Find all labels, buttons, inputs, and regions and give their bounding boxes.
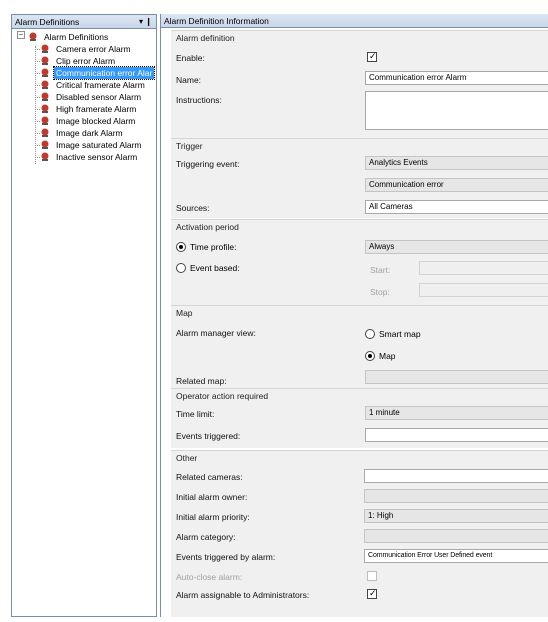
- info-title: Alarm Definition Information: [164, 16, 269, 26]
- section-title-activation: Activation period: [176, 222, 239, 232]
- initial-priority-dropdown[interactable]: 1: High: [364, 509, 548, 523]
- pane-title: Alarm Definitions: [15, 17, 80, 27]
- tree-item-label: Image dark Alarm: [56, 128, 123, 138]
- enable-checkbox[interactable]: [367, 52, 377, 62]
- sources-field[interactable]: All Cameras: [365, 200, 548, 214]
- smart-map-radio[interactable]: [365, 329, 375, 339]
- tree-item-label: Critical framerate Alarm: [56, 80, 145, 90]
- section-title-trigger: Trigger: [176, 141, 203, 151]
- triggering-event-dropdown[interactable]: Analytics Events: [365, 156, 548, 170]
- triggering-event-label: Triggering event:: [176, 159, 240, 169]
- tree-item-label: Clip error Alarm: [56, 56, 116, 66]
- smart-map-label: Smart map: [379, 329, 421, 339]
- instructions-label: Instructions:: [176, 95, 222, 105]
- section-title-operator: Operator action required: [176, 391, 269, 401]
- alarm-icon: [40, 152, 50, 162]
- events-triggered-label: Events triggered:: [176, 431, 241, 441]
- alarm-icon: [40, 44, 50, 54]
- alarm-manager-view-label: Alarm manager view:: [176, 328, 256, 338]
- tree-item-label: Camera error Alarm: [56, 44, 131, 54]
- operator-action-section: [171, 388, 548, 448]
- checkmark-icon: ✓: [369, 588, 377, 598]
- other-section: [171, 450, 548, 617]
- alarm-icon: [40, 128, 50, 138]
- time-profile-label: Time profile:: [190, 242, 237, 252]
- start-label: Start:: [370, 265, 391, 275]
- alarm-icon: [40, 116, 50, 126]
- alarm-category-label: Alarm category:: [176, 532, 236, 542]
- enable-label: Enable:: [176, 53, 205, 63]
- alarm-icon: [40, 104, 50, 114]
- name-label: Name:: [176, 75, 202, 85]
- collapse-icon[interactable]: −: [18, 30, 24, 39]
- auto-close-label: Auto-close alarm:: [176, 572, 243, 582]
- tree-item-label: Image blocked Alarm: [56, 116, 136, 126]
- event-based-label: Event based:: [190, 263, 240, 273]
- stop-label: Stop:: [370, 287, 390, 297]
- alarm-definition-info-pane: [160, 14, 548, 617]
- sources-label: Sources:: [176, 203, 210, 213]
- map-section: [171, 305, 548, 389]
- related-cameras-label: Related cameras:: [176, 472, 243, 482]
- alarm-icon: [40, 92, 50, 102]
- section-title-map: Map: [176, 308, 193, 318]
- stop-dropdown[interactable]: [419, 283, 548, 297]
- pin-icon[interactable]: ▾ ❙: [139, 17, 152, 26]
- triggering-event-sub-dropdown[interactable]: Communication error: [365, 178, 548, 192]
- events-by-alarm-field[interactable]: Communication Error User Defined event: [364, 549, 548, 563]
- related-cameras-field[interactable]: [364, 469, 548, 483]
- alarm-folder-icon: [28, 32, 38, 42]
- map-radio[interactable]: [365, 351, 375, 361]
- activation-period-section: [171, 219, 548, 314]
- initial-priority-label: Initial alarm priority:: [176, 512, 250, 522]
- time-limit-label: Time limit:: [176, 409, 215, 419]
- auto-close-checkbox[interactable]: [367, 571, 377, 581]
- tree-item-label: Disabled sensor Alarm: [56, 92, 142, 102]
- time-profile-dropdown[interactable]: Always: [365, 240, 548, 254]
- tree-item-label: High framerate Alarm: [56, 104, 137, 114]
- tree-item-label: Image saturated Alarm: [56, 140, 142, 150]
- alarm-icon: [40, 56, 50, 66]
- section-title-other: Other: [176, 453, 198, 463]
- events-triggered-field[interactable]: [365, 428, 548, 442]
- alarm-icon: [40, 80, 50, 90]
- section-title-alarm-definition: Alarm definition: [176, 33, 235, 43]
- event-based-radio[interactable]: [176, 263, 186, 273]
- checkmark-icon: ✓: [369, 51, 377, 61]
- trigger-section: [171, 138, 548, 218]
- time-profile-radio[interactable]: [176, 242, 186, 252]
- start-dropdown[interactable]: [419, 261, 548, 275]
- related-map-label: Related map:: [176, 376, 227, 386]
- related-map-field[interactable]: [365, 370, 548, 384]
- initial-owner-dropdown[interactable]: [364, 489, 548, 503]
- assignable-checkbox[interactable]: [367, 589, 377, 599]
- initial-owner-label: Initial alarm owner:: [176, 492, 248, 502]
- tree-item-label: Inactive sensor Alarm: [56, 152, 138, 162]
- tree-item-label: Communication error Alar: [56, 68, 153, 78]
- pane-header: [12, 15, 156, 29]
- alarm-icon: [40, 140, 50, 150]
- alarm-category-dropdown[interactable]: [364, 529, 548, 543]
- time-limit-dropdown[interactable]: 1 minute: [365, 406, 548, 420]
- map-label: Map: [379, 351, 396, 361]
- alarm-icon: [40, 68, 50, 78]
- name-input[interactable]: Communication error Alarm: [365, 71, 548, 85]
- alarm-definition-section: [171, 30, 548, 140]
- info-header: [161, 14, 548, 28]
- assignable-label: Alarm assignable to Administrators:: [176, 590, 310, 600]
- events-by-alarm-label: Events triggered by alarm:: [176, 552, 276, 562]
- alarm-definitions-pane: Alarm Definitions ▾ ❙ − Alarm Definitions Camera error Alarm Clip error Alarm Communication error Alar Critical framerate Alarm Disabled sensor Alarm High framerate Alarm Image blocked Alarm Image dark Alarm Image saturated Alarm Inactive sensor Alarm: [11, 14, 157, 617]
- instructions-textarea[interactable]: [365, 91, 548, 130]
